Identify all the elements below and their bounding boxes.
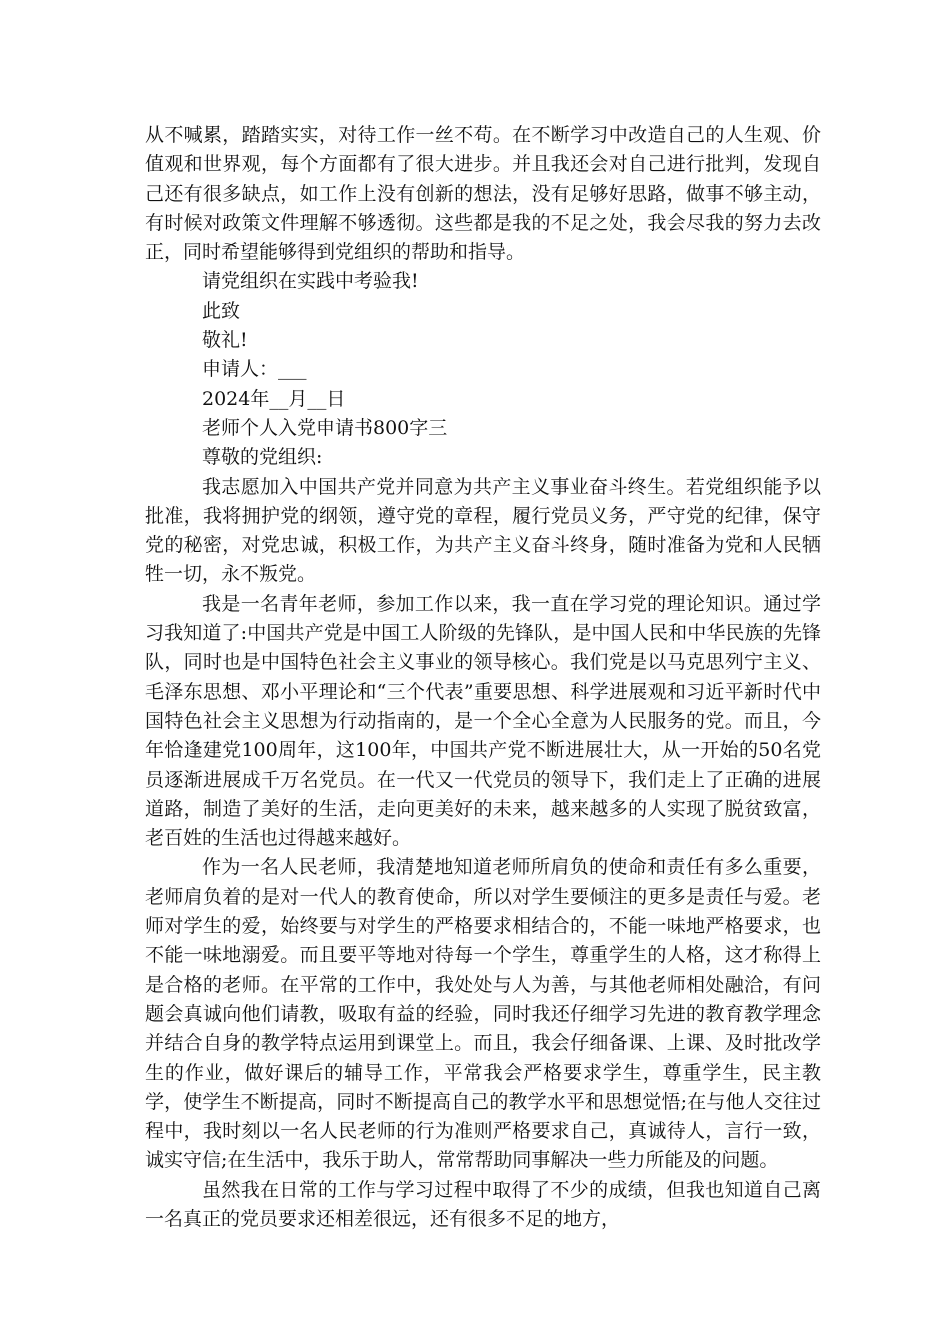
body-paragraph: 虽然我在日常的工作与学习过程中取得了不少的成绩，但我也知道自己离一名真正的党员要求还相差很远，还有很多不足的地方， xyxy=(145,1178,821,1230)
salutation-line-1: 此致 xyxy=(202,299,241,322)
date-line: 2024年__月__日 xyxy=(202,387,346,410)
section-title: 老师个人入党申请书800字三 xyxy=(202,416,448,439)
continuation-paragraph: 从不喊累，踏踏实实，对待工作一丝不苟。在不断学习中改造自己的人生观、价值观和世界观，每个方面都有了很大进步。并且我还会对自己进行批判，发现自己还有很多缺点，如工作上没有创新的想法，没有足够好思路，做事不够主动，有时候对政策文件理解不够透彻。这些都是我的不足之处，我会尽我的努力去改正，同时希望能够得到党组织的帮助和指导。 xyxy=(145,124,821,264)
greeting-line: 尊敬的党组织: xyxy=(202,446,323,469)
document-body xyxy=(145,121,821,1234)
applicant-line: 申请人：___ xyxy=(202,358,307,381)
closing-request: 请党组织在实践中考验我! xyxy=(202,270,419,293)
body-paragraph: 我是一名青年老师，参加工作以来，我一直在学习党的理论知识。通过学习我知道了:中国共产党是中国工人阶级的先锋队，是中国人民和中华民族的先锋队，同时也是中国特色社会主义事业的领导核心。我们党是以马克思列宁主义、毛泽东思想、邓小平理论和“三个代表”重要思想、科学进展观和习近平新时代中国特色社会主义思想为行动指南的，是一个全心全意为人民服务的党。而且，今年恰逢建党100周年，这100年，中国共产党不断进展壮大，从一开始的50名党员逐渐进展成千万名党员。在一代又一代党员的领导下，我们走上了正确的进展道路，制造了美好的生活，走向更美好的未来，越来越多的人实现了脱贫致富，老百姓的生活也过得越来越好。 xyxy=(145,592,821,850)
salutation-line-2: 敬礼! xyxy=(202,329,248,352)
body-paragraph: 作为一名人民老师，我清楚地知道老师所肩负的使命和责任有多么重要，老师肩负着的是对一代人的教育使命，所以对学生要倾注的更多是责任与爱。老师对学生的爱，始终要与对学生的严格要求相结合的，不能一味地严格要求，也不能一味地溺爱。而且要平等地对待每一个学生，尊重学生的人格，这才称得上是合格的老师。在平常的工作中，我处处与人为善，与其他老师相处融洽，有问题会真诚向他们请教，吸取有益的经验，同时我还仔细学习先进的教育教学理念并结合自身的教学特点运用到课堂上。而且，我会仔细备课、上课、及时批改学生的作业，做好课后的辅导工作，平常我会严格要求学生，尊重学生，民主教学，使学生不断提高，同时不断提高自己的教学水平和思想觉悟;在与他人交往过程中，我时刻以一名人民老师的行为准则严格要求自己，真诚待人，言行一致，诚实守信;在生活中，我乐于助人，常常帮助同事解决一些力所能及的问题。 xyxy=(145,856,821,1172)
body-paragraph: 我志愿加入中国共产党并同意为共产主义事业奋斗终生。若党组织能予以批准，我将拥护党的纲领，遵守党的章程，履行党员义务，严守党的纪律，保守党的秘密，对党忠诚，积极工作，为共产主义奋斗终身，随时准备为党和人民牺牲一切，永不叛党。 xyxy=(145,475,821,586)
